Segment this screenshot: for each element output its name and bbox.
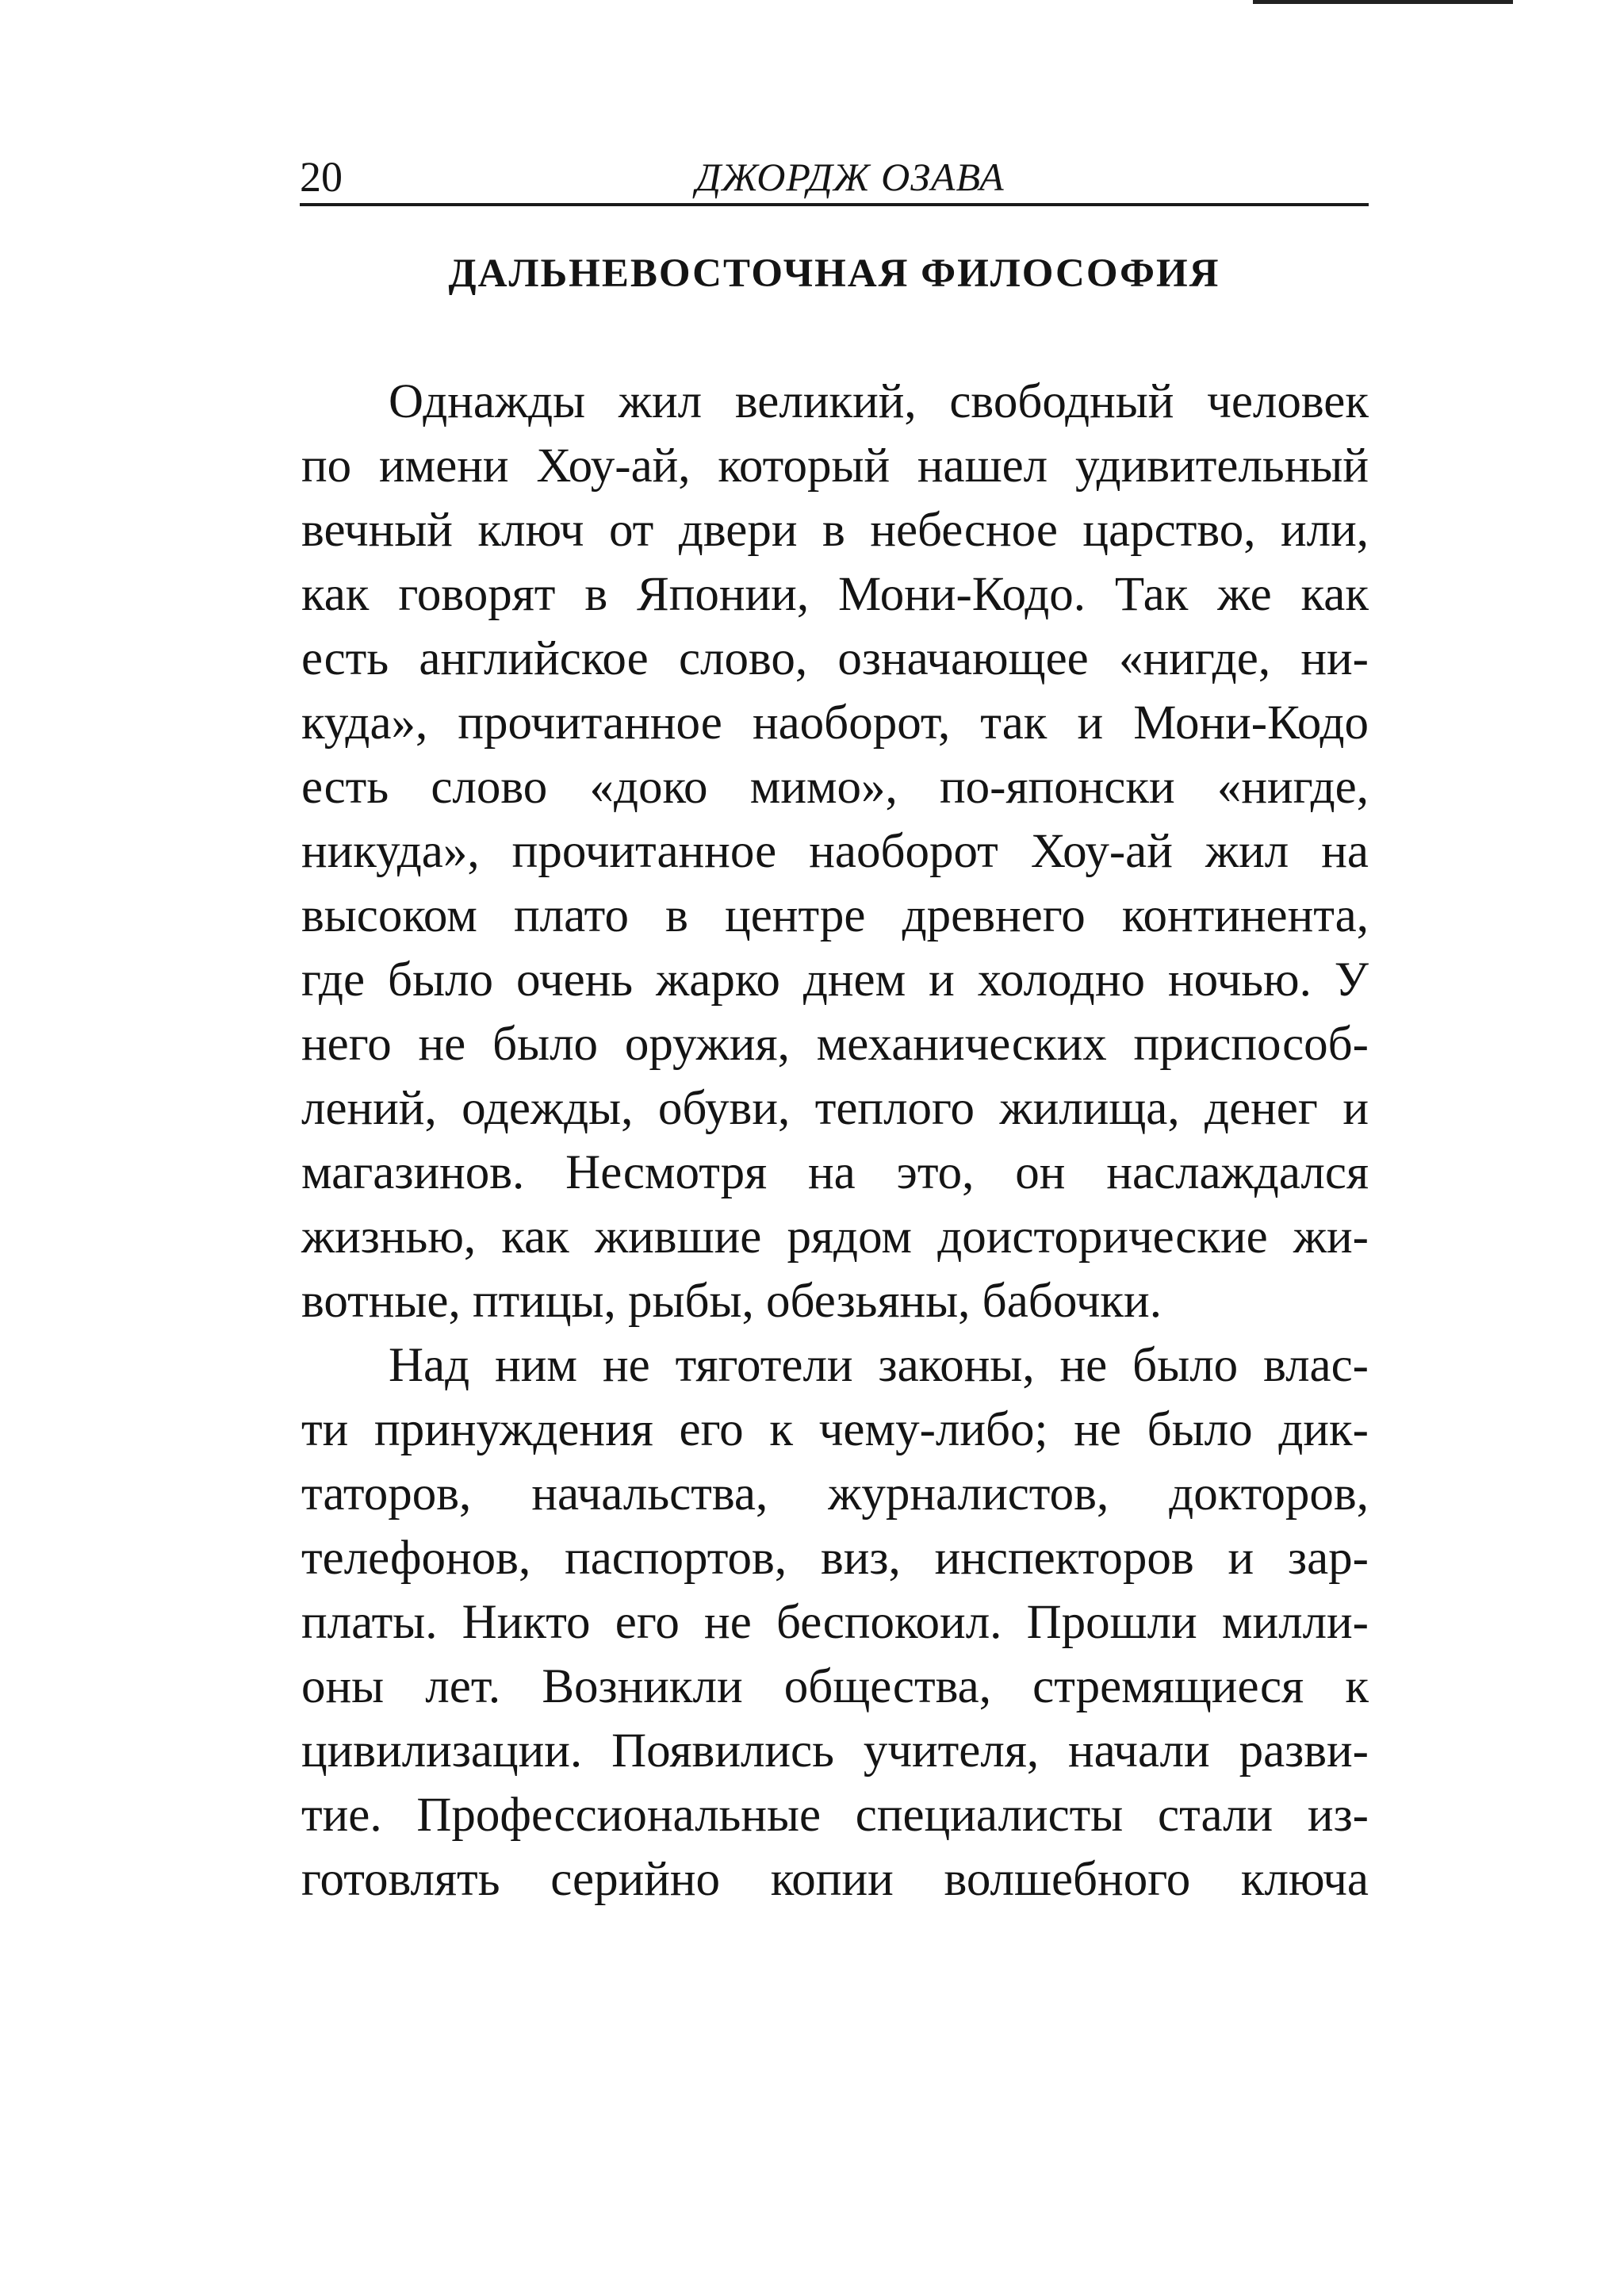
text-line: никуда», прочитанное наоборот Хоу-ай жил на <box>301 825 1369 878</box>
text-line: оны лет. Возникли общества, стремящиеся к <box>301 1660 1369 1713</box>
text-line: тие. Профессиональные специалисты стали из- <box>301 1789 1369 1842</box>
text-line: телефонов, паспортов, виз, инспекторов и зар- <box>301 1532 1369 1585</box>
text-line: куда», прочитанное наоборот, так и Мони-Кодо <box>301 696 1369 750</box>
text-line: Над ним не тяготели законы, не было влас- <box>389 1339 1369 1392</box>
text-line: где было очень жарко днем и холодно ночью. У <box>301 953 1369 1007</box>
text-line: есть английское слово, означающее «нигде, ни- <box>301 632 1369 685</box>
text-line: готовлять серийно копии волшебного ключа <box>301 1853 1369 1906</box>
text-line: цивилизации. Появились учителя, начали разви- <box>301 1724 1369 1778</box>
page-number: 20 <box>300 153 343 201</box>
text-line: по имени Хоу-ай, который нашел удивительный <box>301 439 1369 493</box>
paragraph-2 <box>301 1333 1369 1912</box>
top-corner-rule <box>1253 0 1513 4</box>
text-line: Однажды жил великий, свободный человек <box>389 375 1369 428</box>
chapter-title: ДАЛЬНЕВОСТОЧНАЯ ФИЛОСОФИЯ <box>448 251 1220 296</box>
text-line: как говорят в Японии, Мони-Кодо. Так же как <box>301 568 1369 621</box>
text-line: таторов, начальства, журналистов, докторов, <box>301 1467 1369 1521</box>
text-line: вотные, птицы, рыбы, обезьяны, бабочки. <box>301 1275 1162 1328</box>
text-line: ти принуждения его к чему-либо; не было дик- <box>301 1403 1369 1456</box>
text-line: него не было оружия, механических приспособ- <box>301 1018 1369 1071</box>
text-line: платы. Никто его не беспокоил. Прошли милли- <box>301 1596 1369 1649</box>
text-line: магазинов. Несмотря на это, он наслаждался <box>301 1146 1369 1199</box>
text-line: жизнью, как жившие рядом доисторические жи- <box>301 1210 1369 1264</box>
paragraph-1 <box>301 370 1369 1333</box>
body-text <box>301 370 1369 1912</box>
text-line: вечный ключ от двери в небесное царство, или, <box>301 504 1369 557</box>
page-header <box>300 151 1369 206</box>
text-line: есть слово «доко мимо», по-японски «нигде, <box>301 761 1369 814</box>
text-line: лений, одежды, обуви, теплого жилища, денег и <box>301 1082 1369 1135</box>
text-line: высоком плато в центре древнего континента, <box>301 889 1369 942</box>
running-head-author: ДЖОРДЖ ОЗАВА <box>695 155 1005 199</box>
